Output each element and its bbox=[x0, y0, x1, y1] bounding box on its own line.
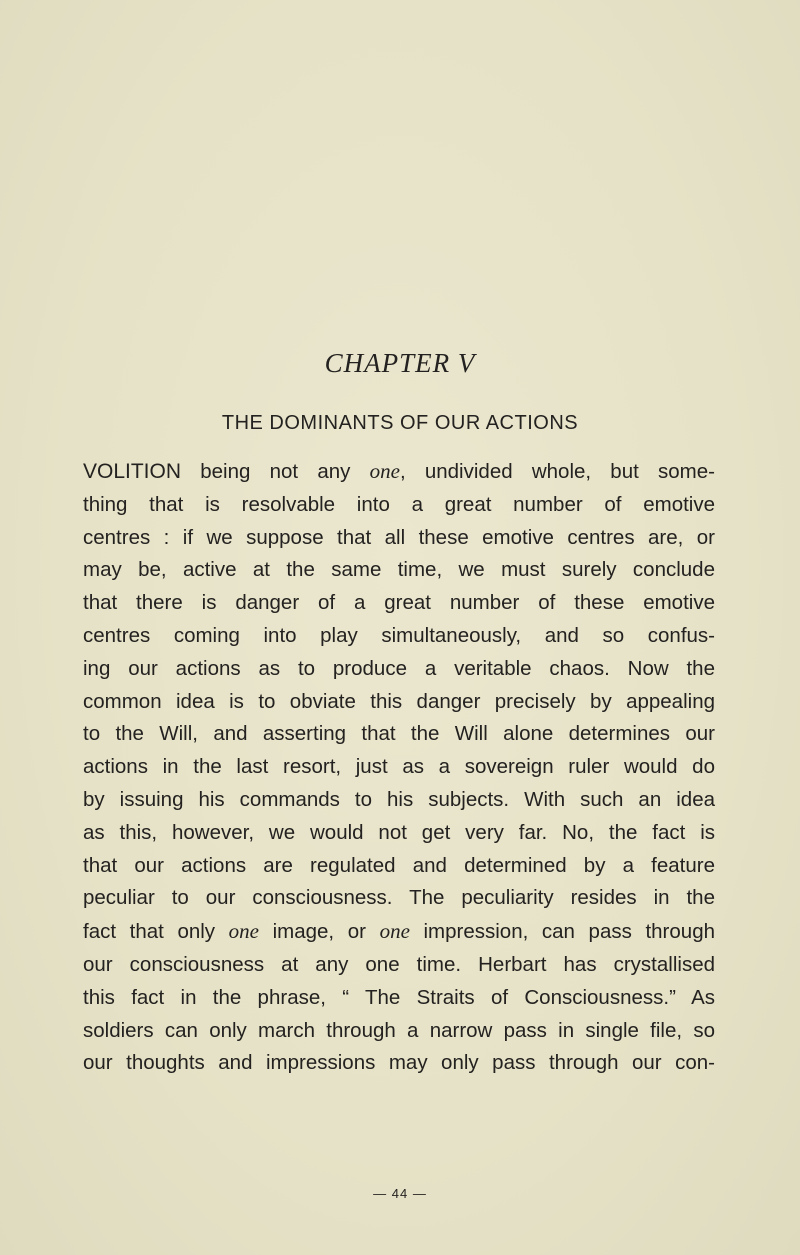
text-line: that there is danger of a great number of these emotive bbox=[83, 591, 715, 615]
text-line: peculiar to our consciousness. The peculiarity resides in the bbox=[83, 886, 715, 910]
text-segment: image, or bbox=[258, 920, 380, 944]
italic-word: one bbox=[369, 459, 400, 483]
chapter-title: THE DOMINANTS OF OUR ACTIONS bbox=[221, 412, 579, 434]
text-line: by issuing his commands to his subjects. With such an idea bbox=[83, 787, 715, 811]
text-line: as this, however, we would not get very far. No, the fact is bbox=[83, 820, 715, 844]
opening-word: VOLITION bbox=[83, 460, 182, 483]
text-line: to the Will, and asserting that the Will alone determines our bbox=[83, 722, 715, 746]
italic-word: one bbox=[228, 919, 259, 944]
page-number: — 44 — bbox=[373, 1186, 427, 1201]
text-segment: being not any bbox=[181, 460, 370, 483]
text-line: thing that is resolvable into a great number of emotive bbox=[83, 492, 715, 516]
text-line bbox=[83, 455, 715, 489]
body-paragraph bbox=[83, 455, 715, 1080]
text-line bbox=[83, 915, 715, 949]
text-line: soldiers can only march through a narrow pass in single file, so bbox=[83, 1018, 715, 1042]
text-segment: fact that only bbox=[83, 920, 229, 944]
text-line: our consciousness at any one time. Herbart has crystallised bbox=[83, 952, 715, 976]
text-line: common idea is to obviate this danger precisely by appealing bbox=[83, 689, 715, 713]
text-line: ing our actions as to produce a veritable chaos. Now the bbox=[83, 656, 715, 680]
text-line: centres coming into play simultaneously, and so confus- bbox=[83, 623, 715, 647]
text-line: our thoughts and impressions may only pass through our con- bbox=[83, 1051, 715, 1075]
text-line: centres : if we suppose that all these emotive centres are, or bbox=[83, 525, 715, 549]
text-segment: impression, can pass through bbox=[409, 920, 715, 944]
text-line: may be, active at the same time, we must surely conclude bbox=[83, 558, 715, 582]
text-segment: , undivided whole, but some- bbox=[399, 460, 715, 483]
text-line: that our actions are regulated and determined by a feature bbox=[83, 853, 715, 877]
italic-word: one bbox=[379, 919, 410, 944]
text-line: actions in the last resort, just as a sovereign ruler would do bbox=[83, 755, 715, 779]
chapter-heading: CHAPTER V bbox=[324, 348, 476, 378]
text-line: this fact in the phrase, “ The Straits of Consciousness.” As bbox=[83, 985, 715, 1009]
